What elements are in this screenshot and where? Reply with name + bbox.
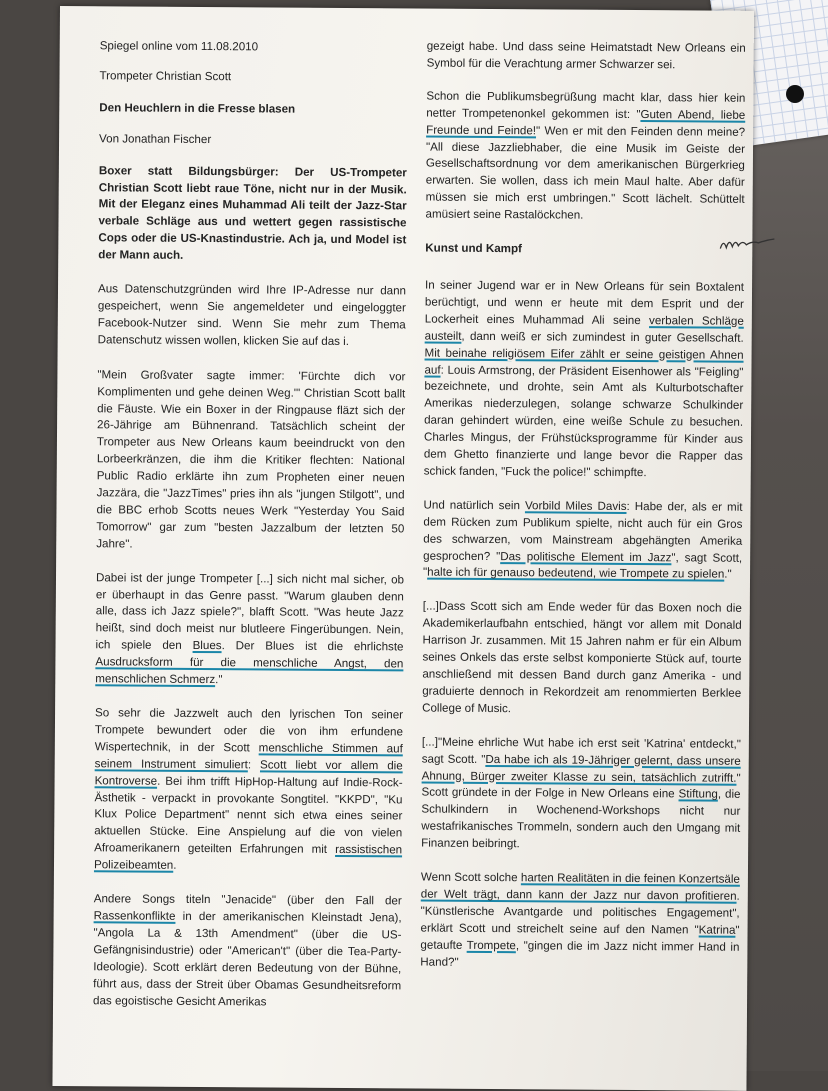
underlined-phrase: Mit beinahe religiösem Eifer zählt er seine geistigen Ahnen auf <box>424 346 744 377</box>
underlined-phrase: Das politische Element im Jazz <box>500 549 672 564</box>
handwritten-signature-icon <box>718 233 776 255</box>
paragraph-katrina <box>421 734 741 855</box>
underlined-phrase: Trompete <box>466 938 516 952</box>
text-run: . "Künstlerische Avantgarde und politisches Engagement", erklärt Scott und streichelt seine auf den Namen " <box>420 889 740 937</box>
underlined-phrase: Guten Abend, liebe Freunde und Feinde! <box>426 107 746 137</box>
paragraph-blues <box>95 570 404 690</box>
privacy-paragraph: Aus Datenschutzgründen wird Ihre IP-Adresse nur dann gespeichert, wenn Sie angemeldeter und eingeloggter Facebook-Nutzer sind. Wenn Sie mehr zum Thema Datenschutz wissen wollen, klicken Sie auf das i. <box>97 282 407 348</box>
punch-hole <box>786 85 804 103</box>
text-run: " Wen er mit den Feinden denn meine? "All diese Jazzliebhaber, die eine Musik im Geiste der Gesellschaftsordnung vor dem amerikanischen Bürgerkrieg erwarten. Sie wollen, dass ich mein Maul halte. Aber dafür müssen sie mich erst umbringen." Scott lächelt. Schüttelt amüsiert seine Rastalöckchen. <box>425 123 746 222</box>
underlined-phrase: Blues <box>192 639 222 653</box>
text-run: " getaufte <box>420 923 740 952</box>
text-run: Andere Songs titeln "Jenacide" (über den Fall der <box>93 892 402 908</box>
text-run: . Bei ihm trifft HipHop-Haltung auf Indie-Rock-Ästhetik - verpackt in provokante Songtitel. "KKPD", "Ku Klux Police Department" nennt sich etwa eines seiner aktuellen Stücke. Eine Anspielung auf die von vielen Afroamerikanern geteilten Erfahrungen mit <box>94 774 403 857</box>
text-run: [...]"Meine ehrliche Wut habe ich erst seit 'Katrina' entdeckt," sagt Scott. " <box>421 735 741 766</box>
document-page <box>52 6 754 1091</box>
text-run: In seiner Jugend war er in New Orleans für sein Boxtalent berüchtigt, und wenn er heute mit dem Esprit und der Lockerheit eines Muhammad Ali seine <box>424 278 745 327</box>
text-run: " Scott gründete in der Folge in New Orleans eine <box>421 771 741 801</box>
underlined-phrase: harten Realitäten in die feinen Konzertsäle der Welt trägt, dann kann der Jazz nur davon profitieren <box>420 871 740 903</box>
underlined-phrase: Da habe ich als 19-Jähriger gelernt, dass unsere Ahnung, Bürger zweiter Klasse zu sein, tatsächlich zutrifft. <box>421 752 741 785</box>
paragraph-grandfather: "Mein Großvater sagte immer: 'Fürchte dich vor Komplimenten und gehe deinen Weg.'" Christian Scott ballt die Fäuste. Wie ein Boxer in der Ringpause fläzt sich der 26-Jährige am Bühnenrand. Tatsächlich scheint der Trompeter aus New Orleans kaum beeindruckt von den Lorbeerkränzen, die ihm die Kritiker flechten: National Public Radio erklärte ihn zum Propheten einer neuen Jazzära, die "JazzTimes" pries ihn als "jungen Stilgott", und die BBC erhob Scotts neues Werk "Yesterday You Said Tomorrow" gar zum "besten Jazzalbum der letzten 50 Jahre". <box>96 367 406 551</box>
paragraph-career: [...]Dass Scott sich am Ende weder für das Boxen noch die Akademikerlaufbahn entschied, hängt vor allem mit Donald Harrison Jr. zusammen. Mit 15 Jahren nahm er für ein Album seines Onkels das erste selbst komponierte Stück auf, tourte anschließend mit dessen Band durch ganz Amerika - und graduierte dennoch in Rekordzeit am renommierten Berklee College of Music. <box>422 599 742 715</box>
left-column <box>93 38 408 1029</box>
source-line: Spiegel online vom 11.08.2010 <box>99 39 259 54</box>
lead-paragraph: Boxer statt Bildungsbürger: Der US-Trompeter Christian Scott liebt raue Töne, nicht nur in der Musik. Mit der Eleganz eines Muhammad Ali teilt der Jazz-Star verbale Schläge aus und wettert gegen rassistische Cops oder die US-Knastindustrie. Ach ja, und Model ist der Mann auch. <box>98 163 407 263</box>
underlined-phrase: Stiftung <box>678 787 718 802</box>
underlined-phrase: Katrina <box>698 923 736 937</box>
right-column <box>420 39 746 991</box>
text-run: : Louis Armstrong, der Präsident Eisenhower als "Feigling" bezeichnete, und drohte, sein Amt als Kulturbotschafter Amerikas niederzulegen, solange schwarze Schulkinder daran gehindert würden, eine weiße Schule zu besuchen. Charles Mingus, der Frühstücksprogramme für Kinder aus dem Ghetto finanzierte und lange bevor die Rapper das schick fanden, "Fuck the police!" schimpfte. <box>423 363 744 480</box>
subheading: Kunst und Kampf <box>425 241 522 256</box>
underlined-phrase: Ausdrucksform für die menschliche Angst, den menschlichen Schmerz <box>95 655 404 687</box>
text-run: , dann weiß er sich zumindest in guter Gesellschaft. <box>461 329 744 345</box>
underlined-phrase: rassistischen Polizeibeamten <box>93 843 403 872</box>
text-run: . <box>173 858 177 872</box>
paragraph-youth <box>424 278 744 483</box>
paragraph-continued: gezeigt habe. Und dass seine Heimatstadt New Orleans ein Symbol für die Verachtung armer Schwarzer sei. <box>426 39 746 72</box>
desk-surface <box>740 0 828 1071</box>
text-run: : <box>247 758 261 772</box>
text-run: Und natürlich sein <box>423 498 526 513</box>
subject-line: Trompeter Christian Scott <box>99 69 232 84</box>
text-run: ", sagt Scott, " <box>423 550 743 580</box>
text-run: : Habe der, als er mit dem Rücken zum Publikum spielte, nicht auch für ein Gros des schwarzen, vom Mainstream abgehängten Amerika gesprochen? " <box>423 499 743 563</box>
text-run: ." <box>724 568 732 582</box>
text-run: So sehr die Jazzwelt auch den lyrischen Ton seiner Trompete bewundert oder die von ihm erfundene Wispertechnik, in der Scott <box>94 706 404 755</box>
text-run: , die Schulkindern in Wochenend-Workshops nicht nur westafrikanisches Trommeln, sondern auch den Umgang mit Finanzen beibringt. <box>421 788 741 851</box>
text-run: Dabei ist der junge Trompeter [...] sich nicht mal sicher, ob er überhaupt in das Genre passt. "Warum glauben denn alle, dass ich Jazz spiele?", blafft Scott. "Was heute Jazz heißt, sind doch meist nur blutleere Fingerübungen. Nein, ich spiele den <box>95 570 405 653</box>
text-run: ." <box>215 673 223 687</box>
text-run: Wenn Scott solche <box>420 870 521 885</box>
paragraph-avantgarde <box>420 870 740 974</box>
underlined-phrase: halte ich für genauso bedeutend, wie Trompete zu spielen <box>427 566 725 582</box>
author-line: Von Jonathan Fischer <box>99 131 212 146</box>
paragraph-greeting <box>425 88 745 225</box>
underlined-phrase: Vorbild Miles Davis <box>524 499 627 513</box>
paragraph-controversy <box>94 705 403 876</box>
paragraph-songs <box>93 891 402 1011</box>
text-run: . Der Blues ist die ehrlichste <box>221 639 404 654</box>
underlined-phrase: menschliche Stimmen auf seinem Instrument simuliert <box>94 741 403 772</box>
paragraph-miles-davis <box>423 497 743 584</box>
text-run: , "gingen die im Jazz nicht immer Hand in Hand?" <box>420 938 740 969</box>
text-run: in der amerikanischen Kleinstadt Jena), "Angola La & 13th Amendment" (über die US-Gefängnisindustrie) oder "American't" (über die Tea-Party-Ideologie). Scott erklärt deren Bedeutung von der Bühne, führt aus, dass der Streit über Obamas Gesundheitsreform das egoistische Gesicht Amerikas <box>93 909 402 1008</box>
text-run: Schon die Publikumsbegrüßung macht klar, dass hier kein netter Trompetenonkel gekommen ist: " <box>426 89 746 121</box>
underlined-phrase: Rassenkonflikte <box>93 909 176 923</box>
underlined-phrase: Scott liebt vor allem die Kontroverse <box>94 758 403 788</box>
headline: Den Heuchlern in die Fresse blasen <box>99 101 296 116</box>
underlined-phrase: verbalen Schläge austeilt <box>424 313 744 343</box>
